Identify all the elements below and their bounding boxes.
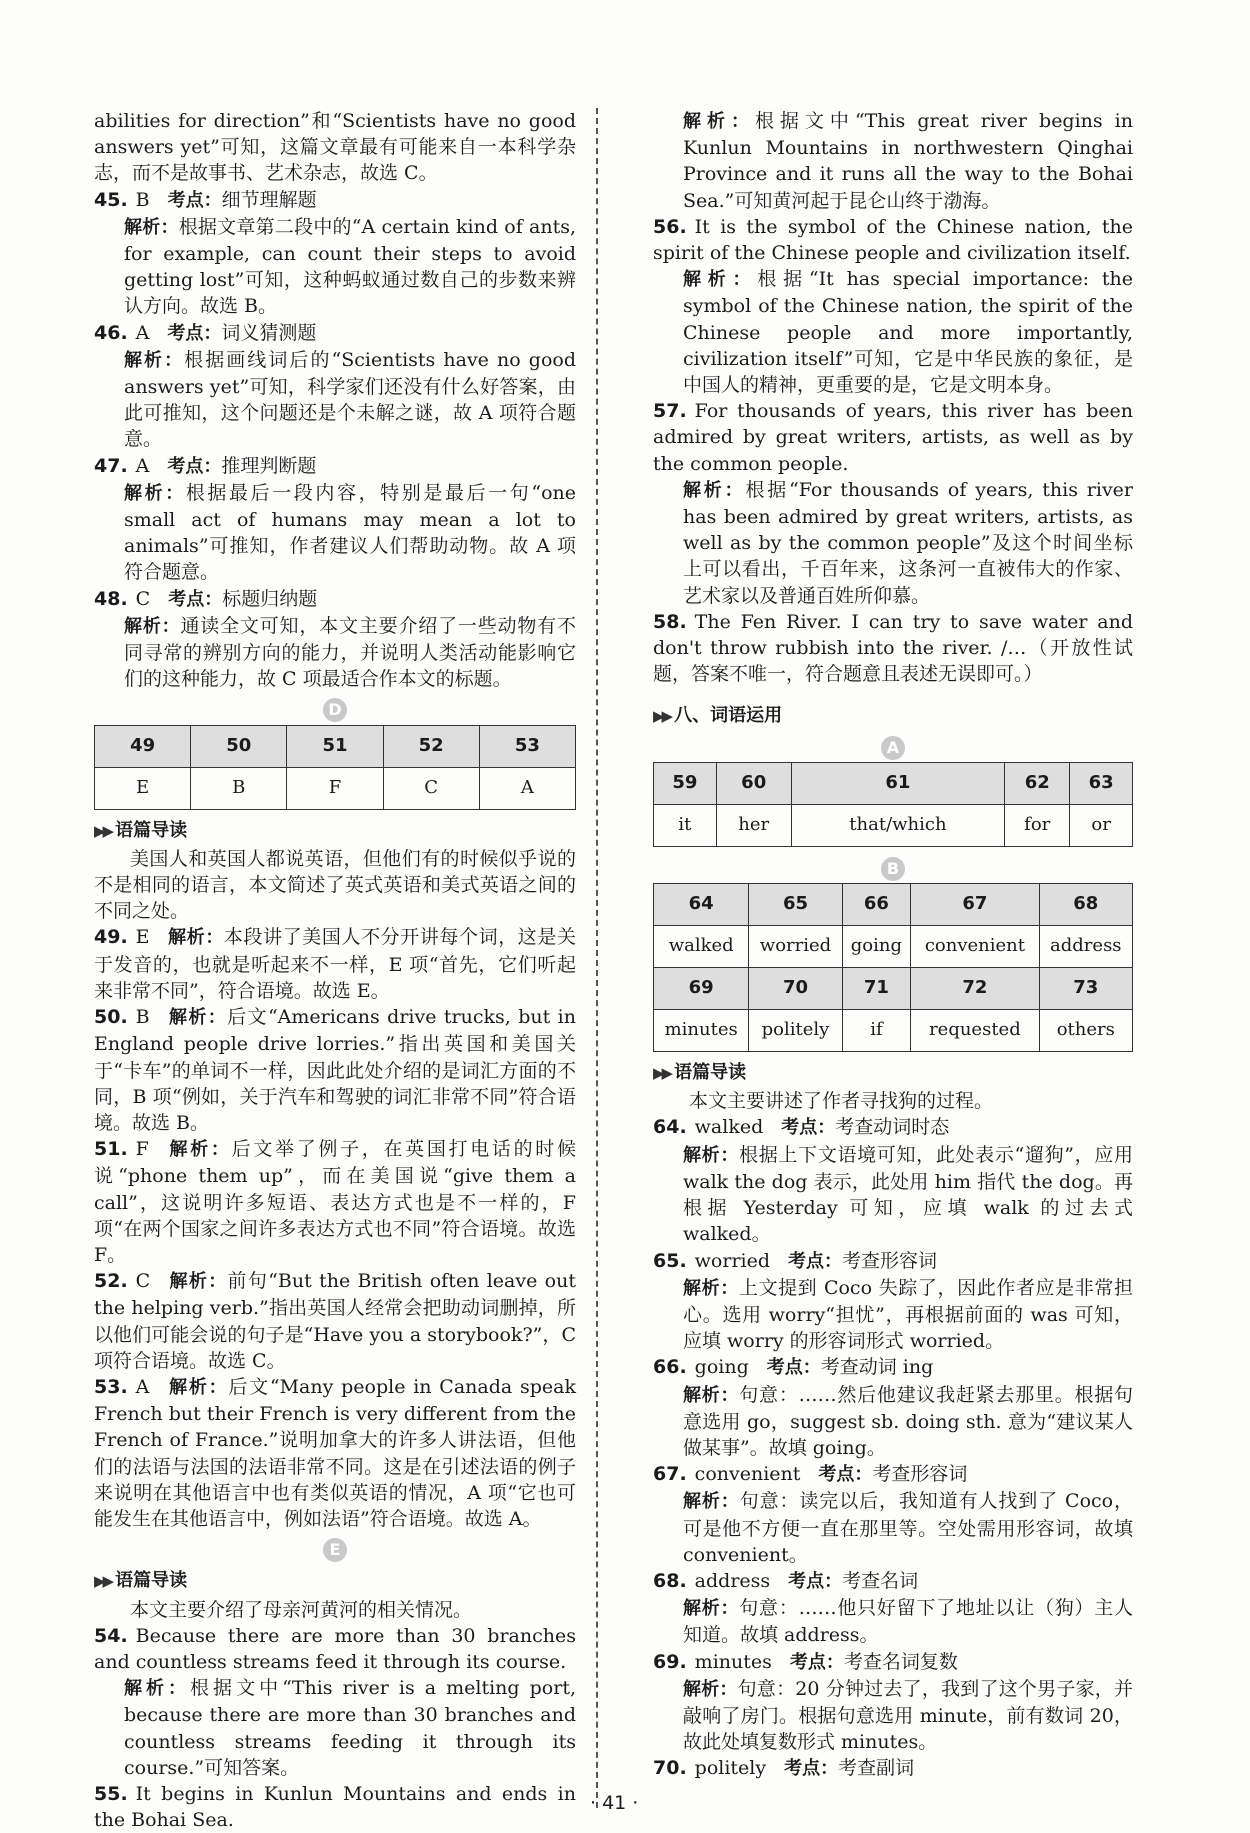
- question-49: 49. E 解析：本段讲了美国人不分开讲每个词，这是关于发音的，也就是听起来不一样，E 项“首先，它们听起来非常不同”，符合语境。故选 E。: [94, 926, 576, 1002]
- answer-table-a: 59 60 61 62 63 it her that/which for or: [653, 762, 1133, 847]
- left-column: [94, 108, 576, 1833]
- section-a-badge: A: [881, 736, 905, 760]
- question-57: 57. For thousands of years, this river has been admired by great writers, artists, as well as by the common people. 解析：根据“For thousands of years, this river has been admired by great writers, artists, as well as by the common people”及这个时间坐标上可以看出，千百年来，这条河一直被伟大的作家、艺术家以及普通百姓所仰慕。: [653, 400, 1134, 607]
- guide-heading: ▶▶ 语篇导读: [94, 819, 188, 841]
- intro-paragraph: abilities for direction”和“Scientists have no good answers yet”可知，这篇文章最有可能来自一本科学杂志，而不是故事书、艺术杂志，故选 C。: [94, 110, 576, 185]
- question-53: 53. A 解析：后文“Many people in Canada speak French but their French is very different from the French of France.”说明加拿大的许多人讲法语，但他们的法语与法国的法语非常不同。这是在引述法语的例子来说明在其他语言中也有类似英语的情况，A 项“它也可能发生在其他语言中，例如法语”符合语境。故选 A。: [94, 1375, 577, 1530]
- guide-text-2: 本文主要介绍了母亲河黄河的相关情况。: [130, 1598, 473, 1621]
- question-65: 65. worried 考点：考查形容词 解析：上文提到 Coco 失踪了，因此作者应是非常担心。选用 worry“担忧”，再根据前面的 was 可知，应填 worry 的形容词形式 worried。: [653, 1249, 1134, 1353]
- question-51: 51. F 解析：后文举了例子，在英国打电话的时候说“phone them up”，而在美国说“give them a call”，这说明许多短语、表达方式也是不一样的，F 项“在两个国家之间许多表达方式也不同”符合语境。故选 F。: [94, 1138, 576, 1266]
- guide-text: 美国人和英国人都说英语，但他们有的时候似乎说的不是相同的语言，本文简述了英式英语和美式英语之间的不同之处。: [94, 847, 576, 923]
- arrow-icon: ▶▶: [94, 821, 112, 840]
- question-54: 54. Because there are more than 30 branches and countless streams feed it through its course. 解析：根据文中“This river is a melting port, because there are more than 30 branches and countless streams feeding it through its course.”可知答案。: [94, 1624, 576, 1779]
- arrow-icon: ▶▶: [94, 1572, 112, 1591]
- question-67: 67. convenient 考点：考查形容词 解析：句意：读完以后，我知道有人找到了 Coco，可是他不方便一直在那里等。空处需用形容词，故填 convenient。: [653, 1463, 1133, 1566]
- right-column: [653, 108, 1133, 1783]
- question-52: 52. C 解析：前句“But the British often leave out the helping verb.”指出英国人经常会把助动词删掉，所以他们可能会说的句子是“Have you a storybook?”，C 项符合语境。故选 C。: [94, 1270, 576, 1372]
- question-55-explanation: 解析：根据文中“This great river begins in Kunlun Mountains in northwestern Qinghai Province and it runs all the way to the Bohai Sea.”可知黄河起于昆仑山终于渤海。: [683, 110, 1133, 212]
- section-b-badge: B: [881, 857, 905, 881]
- section-e-badge: E: [323, 1538, 347, 1562]
- arrow-icon: ▶▶: [653, 1064, 671, 1083]
- section-d-badge: D: [323, 698, 347, 722]
- answer-table-d: 49 50 51 52 53 E B F C A: [94, 725, 576, 810]
- question-48: 48. C 考点：标题归纳题 解析：通读全文可知，本文主要介绍了一些动物有不同寻常的辨别方向的能力，并说明人类活动能影响它们的这种能力，故 C 项最适合作本文的标题。: [94, 587, 576, 691]
- question-64: 64. walked 考点：考查动词时态 解析：根据上下文语境可知，此处表示“遛狗”，应用 walk the dog 表示，此处用 him 指代 the dog。再根据 Yesterday 可知，应填 walk 的过去式 walked。: [653, 1116, 1133, 1246]
- question-69: 69. minutes 考点：考查名词复数 解析：句意：20 分钟过去了，我到了这个男子家，并敲响了房门。根据句意选用 minute，前有数词 20，故此处填复数形式 minutes。: [653, 1650, 1134, 1754]
- guide-text-3: 本文主要讲述了作者寻找狗的过程。: [689, 1090, 994, 1113]
- question-46: 46. A 考点：词义猜测题 解析：根据画线词后的“Scientists have no good answers yet”可知，科学家们还没有什么好答案，由此可推知，这个问题还是个未解之谜，故 A 项符合题意。: [94, 321, 576, 451]
- question-58: 58. The Fen River. I can try to save water and don't throw rubbish into the river. /…（开放性试题，答案不唯一，符合题意且表述无误即可。）: [653, 610, 1133, 686]
- question-56: 56. It is the symbol of the Chinese nation, the spirit of the Chinese people and civilization itself. 解析：根据“It has special importance: the symbol of the Chinese nation, the spirit of the Chinese people and more importantly, civilization itself”可知，它是中华民族的象征，是中国人的精神，更重要的是，它是文明本身。: [653, 215, 1133, 397]
- question-45: 45. B 考点：细节理解题 解析：根据文章第二段中的“A certain kind of ants, for example, can count their steps to avoid getting lost”可知，这种蚂蚁通过数自己的步数来辨认方向。故选 B。: [94, 188, 576, 318]
- answer-table-b: 64 65 66 67 68 walked worried going convenient address 69 70 71 72 73 minutes politely if requested others: [653, 883, 1133, 1052]
- question-50: 50. B 解析：后文“Americans drive trucks, but in England people drive lorries.”指出英国和美国关于“卡车”的单词不一样，因此此处介绍的是词汇方面的不同，B 项“例如，关于汽车和驾驶的词汇非常不同”符合语境。故选 B。: [94, 1006, 576, 1134]
- question-55: 55. It begins in Kunlun Mountains and ends in the Bohai Sea.: [94, 1782, 576, 1832]
- guide-heading-2: ▶▶ 语篇导读: [94, 1570, 188, 1592]
- guide-heading-3: ▶▶ 语篇导读: [653, 1062, 747, 1084]
- question-47: 47. A 考点：推理判断题 解析：根据最后一段内容，特别是最后一句“one small act of humans may mean a lot to animals”可推知，作者建议人们帮助动物。故 A 项符合题意。: [94, 454, 576, 584]
- column-divider: [596, 108, 598, 1808]
- page-number: · 41 ·: [590, 1792, 639, 1814]
- section-8-heading: ▶▶ 八、词语运用: [653, 705, 783, 727]
- arrow-icon: ▶▶: [653, 707, 671, 726]
- question-70: 70. politely 考点：考查副词: [653, 1757, 915, 1780]
- question-66: 66. going 考点：考查动词 ing 解析：句意：……然后他建议我赶紧去那里。根据句意选用 go，suggest sb. doing sth. 意为“建议某人做某事”。故填 going。: [653, 1356, 1133, 1459]
- question-68: 68. address 考点：考查名词 解析：句意：……他只好留下了地址以让（狗）主人知道。故填 address。: [653, 1569, 1133, 1647]
